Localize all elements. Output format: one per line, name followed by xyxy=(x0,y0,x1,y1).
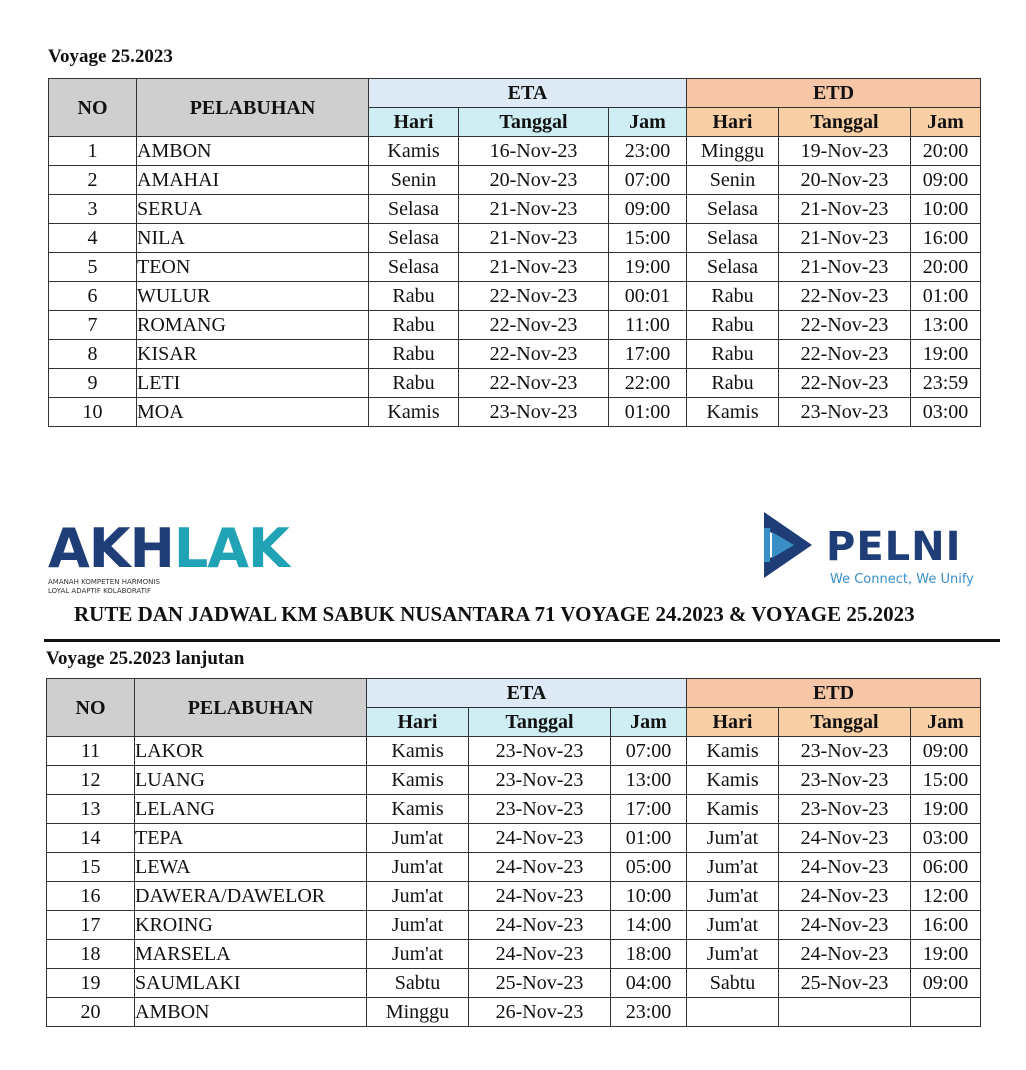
cell-eta-hari: Kamis xyxy=(367,795,469,824)
cell-eta-tanggal: 24-Nov-23 xyxy=(469,824,611,853)
col-header-eta-tanggal: Tanggal xyxy=(469,708,611,737)
cell-pelabuhan: MOA xyxy=(137,398,369,427)
cell-no: 15 xyxy=(47,853,135,882)
cell-etd-jam: 09:00 xyxy=(911,737,981,766)
cell-eta-tanggal: 23-Nov-23 xyxy=(459,398,609,427)
cell-eta-hari: Rabu xyxy=(369,340,459,369)
cell-eta-jam: 22:00 xyxy=(609,369,687,398)
cell-pelabuhan: AMAHAI xyxy=(137,166,369,195)
akhlak-logo xyxy=(48,517,289,596)
voyage1-caption: Voyage 25.2023 xyxy=(48,46,173,67)
cell-eta-hari: Rabu xyxy=(369,369,459,398)
cell-no: 8 xyxy=(49,340,137,369)
cell-eta-tanggal: 21-Nov-23 xyxy=(459,224,609,253)
cell-eta-tanggal: 21-Nov-23 xyxy=(459,195,609,224)
cell-pelabuhan: LELANG xyxy=(135,795,367,824)
divider-line xyxy=(44,639,1000,642)
cell-no: 18 xyxy=(47,940,135,969)
cell-etd-hari: Sabtu xyxy=(687,969,779,998)
cell-etd-jam xyxy=(911,998,981,1027)
table-row xyxy=(49,311,981,340)
col-header-pelabuhan: PELABUHAN xyxy=(135,679,367,737)
cell-etd-hari: Kamis xyxy=(687,795,779,824)
pelni-tagline: We Connect, We Unify xyxy=(830,572,974,587)
col-header-no: NO xyxy=(47,679,135,737)
cell-eta-tanggal: 25-Nov-23 xyxy=(469,969,611,998)
cell-etd-tanggal: 23-Nov-23 xyxy=(779,766,911,795)
cell-eta-tanggal: 24-Nov-23 xyxy=(469,882,611,911)
cell-etd-hari: Rabu xyxy=(687,369,779,398)
table-row xyxy=(47,998,981,1027)
cell-etd-tanggal xyxy=(779,998,911,1027)
col-header-etd: ETD xyxy=(687,79,981,108)
cell-no: 7 xyxy=(49,311,137,340)
cell-no: 2 xyxy=(49,166,137,195)
cell-eta-jam: 00:01 xyxy=(609,282,687,311)
akhlak-logo-text-part1: AKH xyxy=(48,517,174,580)
cell-eta-jam: 23:00 xyxy=(609,137,687,166)
cell-eta-jam: 07:00 xyxy=(611,737,687,766)
akhlak-logo-text-part2: LAK xyxy=(173,517,289,580)
table-row xyxy=(47,882,981,911)
cell-etd-tanggal: 22-Nov-23 xyxy=(779,369,911,398)
cell-etd-jam: 23:59 xyxy=(911,369,981,398)
cell-pelabuhan: LUANG xyxy=(135,766,367,795)
cell-etd-hari: Minggu xyxy=(687,137,779,166)
col-header-etd: ETD xyxy=(687,679,981,708)
cell-eta-hari: Kamis xyxy=(367,766,469,795)
cell-etd-jam: 09:00 xyxy=(911,166,981,195)
cell-no: 16 xyxy=(47,882,135,911)
col-header-etd-hari: Hari xyxy=(687,108,779,137)
cell-pelabuhan: SERUA xyxy=(137,195,369,224)
table-row xyxy=(47,795,981,824)
cell-eta-jam: 10:00 xyxy=(611,882,687,911)
cell-no: 6 xyxy=(49,282,137,311)
cell-eta-hari: Jum'at xyxy=(367,824,469,853)
col-header-eta-hari: Hari xyxy=(369,108,459,137)
cell-etd-tanggal: 24-Nov-23 xyxy=(779,911,911,940)
cell-etd-tanggal: 19-Nov-23 xyxy=(779,137,911,166)
table-row xyxy=(47,824,981,853)
cell-etd-hari: Senin xyxy=(687,166,779,195)
cell-etd-jam: 09:00 xyxy=(911,969,981,998)
cell-etd-hari: Jum'at xyxy=(687,824,779,853)
pelni-arrow-icon xyxy=(760,510,816,580)
col-header-eta-hari: Hari xyxy=(367,708,469,737)
cell-eta-hari: Kamis xyxy=(369,398,459,427)
cell-etd-hari: Kamis xyxy=(687,737,779,766)
cell-etd-jam: 16:00 xyxy=(911,224,981,253)
cell-no: 5 xyxy=(49,253,137,282)
table-row xyxy=(47,969,981,998)
cell-etd-tanggal: 21-Nov-23 xyxy=(779,195,911,224)
cell-no: 9 xyxy=(49,369,137,398)
cell-eta-hari: Senin xyxy=(369,166,459,195)
cell-eta-hari: Jum'at xyxy=(367,853,469,882)
cell-eta-tanggal: 23-Nov-23 xyxy=(469,737,611,766)
cell-etd-tanggal: 24-Nov-23 xyxy=(779,940,911,969)
cell-eta-jam: 04:00 xyxy=(611,969,687,998)
cell-eta-tanggal: 16-Nov-23 xyxy=(459,137,609,166)
cell-pelabuhan: LEWA xyxy=(135,853,367,882)
cell-etd-jam: 15:00 xyxy=(911,766,981,795)
cell-eta-jam: 17:00 xyxy=(611,795,687,824)
cell-etd-jam: 01:00 xyxy=(911,282,981,311)
col-header-etd-tanggal: Tanggal xyxy=(779,108,911,137)
cell-etd-hari: Jum'at xyxy=(687,882,779,911)
cell-etd-jam: 19:00 xyxy=(911,795,981,824)
cell-etd-hari xyxy=(687,998,779,1027)
voyage1-schedule-table xyxy=(48,78,981,427)
cell-pelabuhan: TEON xyxy=(137,253,369,282)
cell-pelabuhan: ROMANG xyxy=(137,311,369,340)
cell-pelabuhan: KROING xyxy=(135,911,367,940)
table-row xyxy=(47,911,981,940)
cell-pelabuhan: AMBON xyxy=(135,998,367,1027)
table-row xyxy=(47,853,981,882)
cell-etd-tanggal: 20-Nov-23 xyxy=(779,166,911,195)
table-row xyxy=(49,224,981,253)
cell-no: 4 xyxy=(49,224,137,253)
cell-etd-tanggal: 24-Nov-23 xyxy=(779,853,911,882)
cell-no: 11 xyxy=(47,737,135,766)
akhlak-sub-line2: LOYAL ADAPTIF KOLABORATIF xyxy=(48,587,152,595)
voyage1-table-body xyxy=(49,137,981,427)
cell-eta-tanggal: 22-Nov-23 xyxy=(459,369,609,398)
cell-pelabuhan: SAUMLAKI xyxy=(135,969,367,998)
voyage2-table-body xyxy=(47,737,981,1027)
cell-eta-hari: Selasa xyxy=(369,253,459,282)
voyage2-caption: Voyage 25.2023 lanjutan xyxy=(46,648,245,669)
cell-eta-tanggal: 26-Nov-23 xyxy=(469,998,611,1027)
col-header-eta: ETA xyxy=(369,79,687,108)
col-header-etd-tanggal: Tanggal xyxy=(779,708,911,737)
col-header-etd-hari: Hari xyxy=(687,708,779,737)
cell-etd-jam: 16:00 xyxy=(911,911,981,940)
cell-pelabuhan: WULUR xyxy=(137,282,369,311)
cell-no: 20 xyxy=(47,998,135,1027)
cell-no: 17 xyxy=(47,911,135,940)
cell-eta-jam: 11:00 xyxy=(609,311,687,340)
table-row xyxy=(49,340,981,369)
cell-eta-jam: 01:00 xyxy=(609,398,687,427)
cell-etd-tanggal: 22-Nov-23 xyxy=(779,340,911,369)
cell-etd-tanggal: 23-Nov-23 xyxy=(779,737,911,766)
cell-etd-tanggal: 21-Nov-23 xyxy=(779,224,911,253)
cell-pelabuhan: KISAR xyxy=(137,340,369,369)
route-title: RUTE DAN JADWAL KM SABUK NUSANTARA 71 VOYAGE 24.2023 & VOYAGE 25.2023 xyxy=(74,602,915,626)
cell-etd-jam: 03:00 xyxy=(911,398,981,427)
cell-eta-jam: 23:00 xyxy=(611,998,687,1027)
akhlak-sub-line1: AMANAH KOMPETEN HARMONIS xyxy=(48,578,160,586)
cell-etd-hari: Selasa xyxy=(687,195,779,224)
cell-no: 13 xyxy=(47,795,135,824)
cell-etd-hari: Rabu xyxy=(687,311,779,340)
cell-eta-tanggal: 23-Nov-23 xyxy=(469,766,611,795)
col-header-no: NO xyxy=(49,79,137,137)
cell-eta-jam: 05:00 xyxy=(611,853,687,882)
cell-eta-tanggal: 24-Nov-23 xyxy=(469,940,611,969)
cell-etd-jam: 20:00 xyxy=(911,137,981,166)
cell-eta-jam: 18:00 xyxy=(611,940,687,969)
col-header-eta-tanggal: Tanggal xyxy=(459,108,609,137)
cell-eta-hari: Selasa xyxy=(369,224,459,253)
cell-eta-jam: 13:00 xyxy=(611,766,687,795)
cell-eta-jam: 19:00 xyxy=(609,253,687,282)
cell-etd-jam: 06:00 xyxy=(911,853,981,882)
table-row xyxy=(47,737,981,766)
cell-etd-tanggal: 22-Nov-23 xyxy=(779,282,911,311)
table-row xyxy=(47,766,981,795)
cell-etd-jam: 12:00 xyxy=(911,882,981,911)
table-row xyxy=(49,195,981,224)
cell-eta-hari: Selasa xyxy=(369,195,459,224)
cell-eta-hari: Jum'at xyxy=(367,940,469,969)
cell-no: 19 xyxy=(47,969,135,998)
cell-etd-jam: 03:00 xyxy=(911,824,981,853)
cell-etd-jam: 20:00 xyxy=(911,253,981,282)
table-row xyxy=(49,398,981,427)
cell-eta-jam: 09:00 xyxy=(609,195,687,224)
cell-eta-jam: 14:00 xyxy=(611,911,687,940)
cell-pelabuhan: AMBON xyxy=(137,137,369,166)
cell-eta-hari: Jum'at xyxy=(367,882,469,911)
cell-eta-tanggal: 22-Nov-23 xyxy=(459,340,609,369)
cell-eta-hari: Minggu xyxy=(367,998,469,1027)
cell-eta-tanggal: 23-Nov-23 xyxy=(469,795,611,824)
cell-eta-tanggal: 21-Nov-23 xyxy=(459,253,609,282)
cell-etd-hari: Jum'at xyxy=(687,853,779,882)
cell-eta-jam: 07:00 xyxy=(609,166,687,195)
cell-no: 10 xyxy=(49,398,137,427)
cell-etd-hari: Kamis xyxy=(687,398,779,427)
cell-eta-hari: Kamis xyxy=(369,137,459,166)
cell-pelabuhan: LAKOR xyxy=(135,737,367,766)
cell-eta-hari: Jum'at xyxy=(367,911,469,940)
cell-etd-hari: Selasa xyxy=(687,253,779,282)
cell-etd-tanggal: 25-Nov-23 xyxy=(779,969,911,998)
cell-etd-jam: 19:00 xyxy=(911,340,981,369)
cell-eta-jam: 15:00 xyxy=(609,224,687,253)
cell-eta-hari: Rabu xyxy=(369,282,459,311)
cell-eta-tanggal: 20-Nov-23 xyxy=(459,166,609,195)
cell-etd-tanggal: 24-Nov-23 xyxy=(779,882,911,911)
cell-no: 1 xyxy=(49,137,137,166)
table-row xyxy=(47,940,981,969)
cell-etd-hari: Rabu xyxy=(687,282,779,311)
table-row xyxy=(49,369,981,398)
cell-pelabuhan: MARSELA xyxy=(135,940,367,969)
cell-pelabuhan: TEPA xyxy=(135,824,367,853)
col-header-etd-jam: Jam xyxy=(911,108,981,137)
col-header-eta-jam: Jam xyxy=(609,108,687,137)
col-header-etd-jam: Jam xyxy=(911,708,981,737)
cell-no: 14 xyxy=(47,824,135,853)
voyage2-schedule-table xyxy=(46,678,981,1027)
col-header-pelabuhan: PELABUHAN xyxy=(137,79,369,137)
cell-etd-tanggal: 21-Nov-23 xyxy=(779,253,911,282)
col-header-eta: ETA xyxy=(367,679,687,708)
table-row xyxy=(49,166,981,195)
cell-eta-jam: 17:00 xyxy=(609,340,687,369)
cell-eta-tanggal: 24-Nov-23 xyxy=(469,853,611,882)
cell-eta-hari: Rabu xyxy=(369,311,459,340)
table-row xyxy=(49,137,981,166)
cell-eta-tanggal: 22-Nov-23 xyxy=(459,282,609,311)
cell-etd-hari: Selasa xyxy=(687,224,779,253)
cell-etd-jam: 19:00 xyxy=(911,940,981,969)
cell-etd-hari: Jum'at xyxy=(687,911,779,940)
akhlak-logo-subtext xyxy=(48,578,218,596)
cell-etd-tanggal: 23-Nov-23 xyxy=(779,795,911,824)
cell-eta-hari: Kamis xyxy=(367,737,469,766)
cell-etd-hari: Jum'at xyxy=(687,940,779,969)
cell-pelabuhan: DAWERA/DAWELOR xyxy=(135,882,367,911)
cell-pelabuhan: LETI xyxy=(137,369,369,398)
cell-etd-jam: 10:00 xyxy=(911,195,981,224)
cell-no: 12 xyxy=(47,766,135,795)
cell-no: 3 xyxy=(49,195,137,224)
col-header-eta-jam: Jam xyxy=(611,708,687,737)
pelni-wordmark: PELNI xyxy=(826,524,962,570)
cell-etd-tanggal: 24-Nov-23 xyxy=(779,824,911,853)
cell-etd-hari: Kamis xyxy=(687,766,779,795)
table-row xyxy=(49,253,981,282)
cell-eta-jam: 01:00 xyxy=(611,824,687,853)
cell-pelabuhan: NILA xyxy=(137,224,369,253)
cell-etd-hari: Rabu xyxy=(687,340,779,369)
cell-eta-tanggal: 22-Nov-23 xyxy=(459,311,609,340)
table-row xyxy=(49,282,981,311)
cell-etd-tanggal: 22-Nov-23 xyxy=(779,311,911,340)
cell-eta-tanggal: 24-Nov-23 xyxy=(469,911,611,940)
cell-etd-jam: 13:00 xyxy=(911,311,981,340)
cell-etd-tanggal: 23-Nov-23 xyxy=(779,398,911,427)
cell-eta-hari: Sabtu xyxy=(367,969,469,998)
